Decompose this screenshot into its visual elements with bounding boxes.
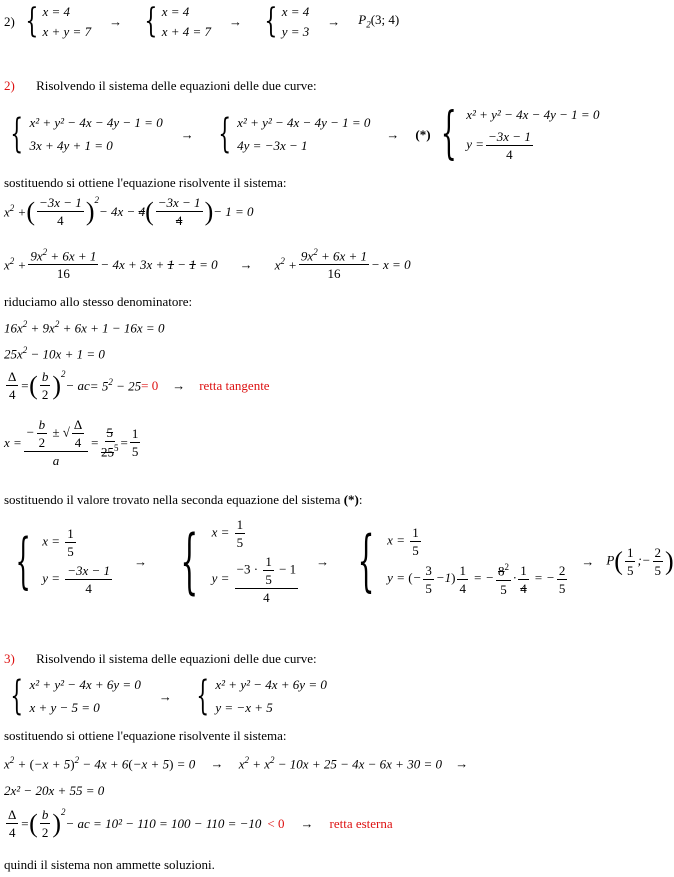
arrow: → (386, 126, 400, 142)
equation-line-b: 2x² − 20x + 55 = 0 (4, 783, 105, 798)
system-row: x + y − 5 = 0 (29, 700, 100, 715)
system-2: { x² + y² − 4x + 6y = 0 y = −x + 5 (196, 673, 327, 719)
brace: { (264, 1, 278, 41)
point-p2: $P_2(3$; 4) (358, 11, 400, 30)
system-star (431, 101, 600, 166)
system-row: x² + y² − 4x − 4y − 1 = 0 (466, 106, 600, 122)
system-row: 4y = −3x − 1 (237, 138, 308, 153)
system-row: x + 4 = 7 (161, 23, 212, 39)
delta-value: = 0 (141, 378, 159, 393)
equation-line-a: $x^2 + (-x + 5)^2 - 4x + 6(-x + 5) = 0 \to x^2 + x^2 - 10x + 25 - 4x - 6x + 30 = 0$ → (4, 755, 469, 772)
star-label: (*) (415, 126, 431, 142)
system-row: x + y = 7 (42, 23, 92, 39)
brace: { (10, 111, 24, 157)
system-row: x² + y² − 4x + 6y = 0 (215, 677, 327, 692)
subst-text: sostituendo si ottiene l'equazione risolvente il sistema: (4, 728, 287, 743)
arrow: → (180, 126, 194, 142)
system-row: x² + y² − 4x − 4y − 1 = 0 (29, 115, 163, 130)
reduce-text: riduciamo allo stesso denominatore: (4, 294, 193, 309)
delta-result: retta tangente (199, 378, 270, 393)
brace: { (144, 1, 158, 41)
top-system-chain (4, 1, 400, 41)
system-row: x = 4 (42, 3, 71, 19)
system-row: y = −x + 5 (215, 700, 273, 715)
system-1 (4, 111, 163, 157)
system-row: x² + y² − 4x + 6y = 0 (29, 677, 141, 692)
system-a (21, 1, 92, 41)
system-b (140, 1, 212, 41)
equation-line-b: $x^2$ + $\frac{9x^2 + 6x + 1}{16}$ − 4x + 3x + 1 − 1 = 0 → $x^2$ + $\frac{9x^2 + 6x + 1}{16}$ − x = 0 (4, 247, 411, 282)
system-row: x = 4 (281, 3, 310, 19)
system-row: y = $\frac{-3x - 1}{4}$ (466, 128, 531, 162)
equation-line-c: $16x^2 + 9x^2 + 6x + 1 - 16x = 0$ (4, 319, 165, 336)
system-row: 3x + 4y + 1 = 0 (29, 138, 113, 153)
brace: { (25, 1, 39, 41)
brace: { (218, 111, 231, 157)
arrow: → (327, 13, 341, 29)
brace: { (440, 101, 457, 166)
arrow: → (109, 13, 123, 29)
heading-text: Risolvendo il sistema delle equazioni delle due curve: (36, 651, 317, 666)
delta-value: < 0 (267, 816, 285, 831)
delta-line: $\frac{\Delta}{4}$ = ( $\frac{b}{2}$ ) $^2$ − ac = 10² − 110 = 100 − 110 = −10 < 0 → retta esterna (8, 807, 393, 840)
section-2-heading (4, 79, 317, 92)
system-row: x = 4 (161, 3, 190, 19)
subst2-text: sostituendo il valore trovato nella seconda equazione del sistema (*): (4, 492, 363, 507)
system-c (260, 1, 310, 41)
system-row: x² + y² − 4x − 4y − 1 = 0 (237, 115, 371, 130)
system-2 (212, 111, 371, 157)
section-3-heading (4, 652, 317, 665)
delta-text: − ac = 10² − 110 = 100 − 110 = −10 (65, 816, 262, 831)
item-number: 2) (4, 13, 15, 29)
section-number: 2) (4, 78, 15, 93)
delta-result: retta esterna (329, 816, 393, 831)
x-formula: x = − $\frac{b}{2}$ ± √ $\frac{\Delta}{4}$ a = $\frac{5}{25^5}$ = $\frac{1}{5}$ (4, 417, 139, 468)
arrow: → (229, 13, 243, 29)
section-number: 3) (4, 651, 15, 666)
system-1: { x² + y² − 4x + 6y = 0 x + y − 5 = 0 (10, 673, 141, 719)
conclusion-text: quindi il sistema non ammette soluzioni. (4, 857, 215, 872)
final-systems: { x = $\frac{1}{5}$ y = $\frac{-3x - 1}{4}$ → { x = $\frac{1}{5}$ y = −3 · $\frac{1}{5}$ − 1 4 → { x = $\frac{1}{5}$ y = (− $\frac{3}{5}$ −1) $\frac{1}{4}$ = − $\frac{8^2}{5}$ · $\frac{1}{4}$ = − $\frac{2}{5}$ → P( $\frac{1}{5}$ ;− $\frac{2}{5}$ ) (15, 517, 674, 605)
heading-text: Risolvendo il sistema delle equazioni delle due curve: (36, 78, 317, 93)
section-2-systems (4, 101, 600, 166)
subst-text: sostituendo si ottiene l'equazione risolvente il sistema: (4, 175, 287, 190)
section-3-systems: { x² + y² − 4x + 6y = 0 x + y − 5 = 0 → { x² + y² − 4x + 6y = 0 y = −x + 5 (4, 676, 327, 716)
equation-line-a: $x^2$ + ( $\frac{-3x - 1}{4}$ ) $^2$ − 4x − 4 ( $\frac{-3x - 1}{4}$ ) − 1 = 0 (4, 195, 254, 228)
system-row: y = 3 (281, 23, 310, 39)
delta-line: $\frac{\Delta}{4}$ = ( $\frac{b}{2}$ ) $^2$ − ac = $5^2 - 25$ = 0 → retta tangente (8, 369, 270, 402)
equation-line-d: $25x^2 - 10x + 1 = 0$ (4, 345, 105, 362)
